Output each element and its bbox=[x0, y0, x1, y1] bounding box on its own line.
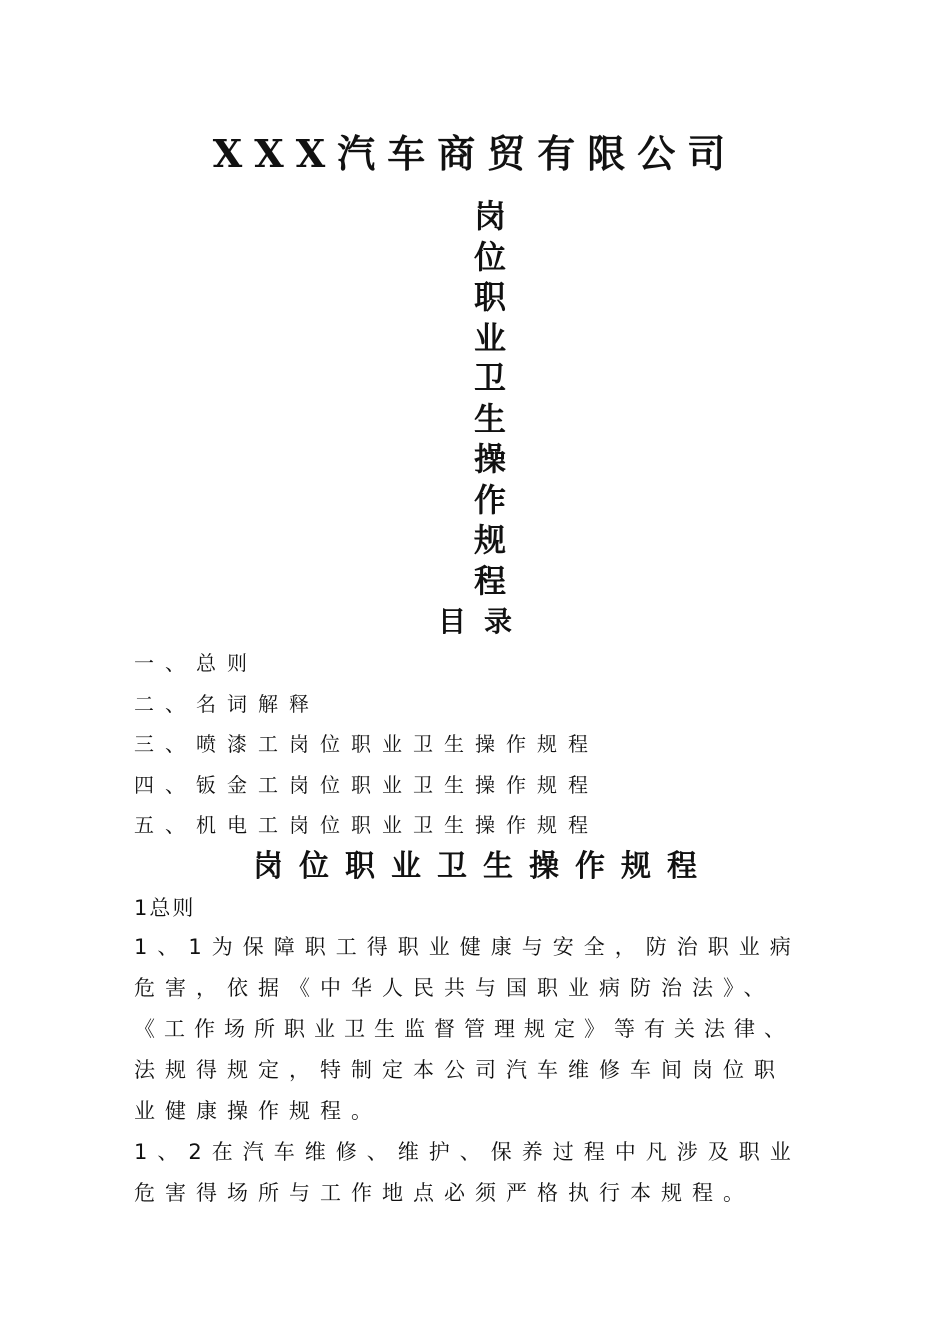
vertical-title bbox=[460, 196, 520, 601]
toc-item: 三、喷漆工岗位职业卫生操作规程 bbox=[134, 732, 599, 756]
toc-heading: 目录 bbox=[437, 605, 530, 638]
vertical-title-char: 卫 bbox=[473, 359, 506, 397]
vertical-title-char: 作 bbox=[473, 480, 506, 519]
vertical-title-char: 业 bbox=[473, 318, 506, 357]
paragraph-line: 《工作场所职业卫生监督管理规定》等有关法律、 bbox=[134, 1017, 794, 1041]
vertical-title-char: 位 bbox=[473, 237, 506, 276]
paragraph-line: 业健康操作规程。 bbox=[134, 1099, 382, 1123]
paragraph-line: 1、1为保障职工得职业健康与安全，防治职业病 bbox=[134, 935, 801, 959]
toc-item: 一、总则 bbox=[134, 651, 258, 675]
section-heading: 1总则 bbox=[134, 896, 196, 920]
paragraph-line: 1、2在汽车维修、维护、保养过程中凡涉及职业 bbox=[134, 1140, 801, 1164]
vertical-title-char: 职 bbox=[473, 278, 506, 316]
vertical-title-char: 程 bbox=[473, 561, 506, 600]
paragraph-line: 危害得场所与工作地点必须严格执行本规程。 bbox=[134, 1181, 754, 1205]
company-title: XXX汽车商贸有限公司 bbox=[212, 131, 738, 176]
toc-item: 五、机电工岗位职业卫生操作规程 bbox=[134, 813, 599, 837]
vertical-title-char: 操 bbox=[473, 440, 506, 478]
toc-item: 二、名词解释 bbox=[134, 691, 320, 716]
table-of-contents bbox=[134, 643, 599, 846]
section-title: 岗位职业卫生操作规程 bbox=[253, 849, 713, 884]
paragraph-line: 危害，依据《中华人民共与国职业病防治法》、 bbox=[134, 976, 775, 1000]
vertical-title-char: 生 bbox=[473, 399, 506, 438]
toc-item: 四、钣金工岗位职业卫生操作规程 bbox=[134, 772, 599, 797]
paragraph-line: 法规得规定，特制定本公司汽车维修车间岗位职 bbox=[134, 1058, 785, 1082]
vertical-title-char: 岗 bbox=[473, 197, 506, 235]
vertical-title-char: 规 bbox=[473, 521, 506, 559]
